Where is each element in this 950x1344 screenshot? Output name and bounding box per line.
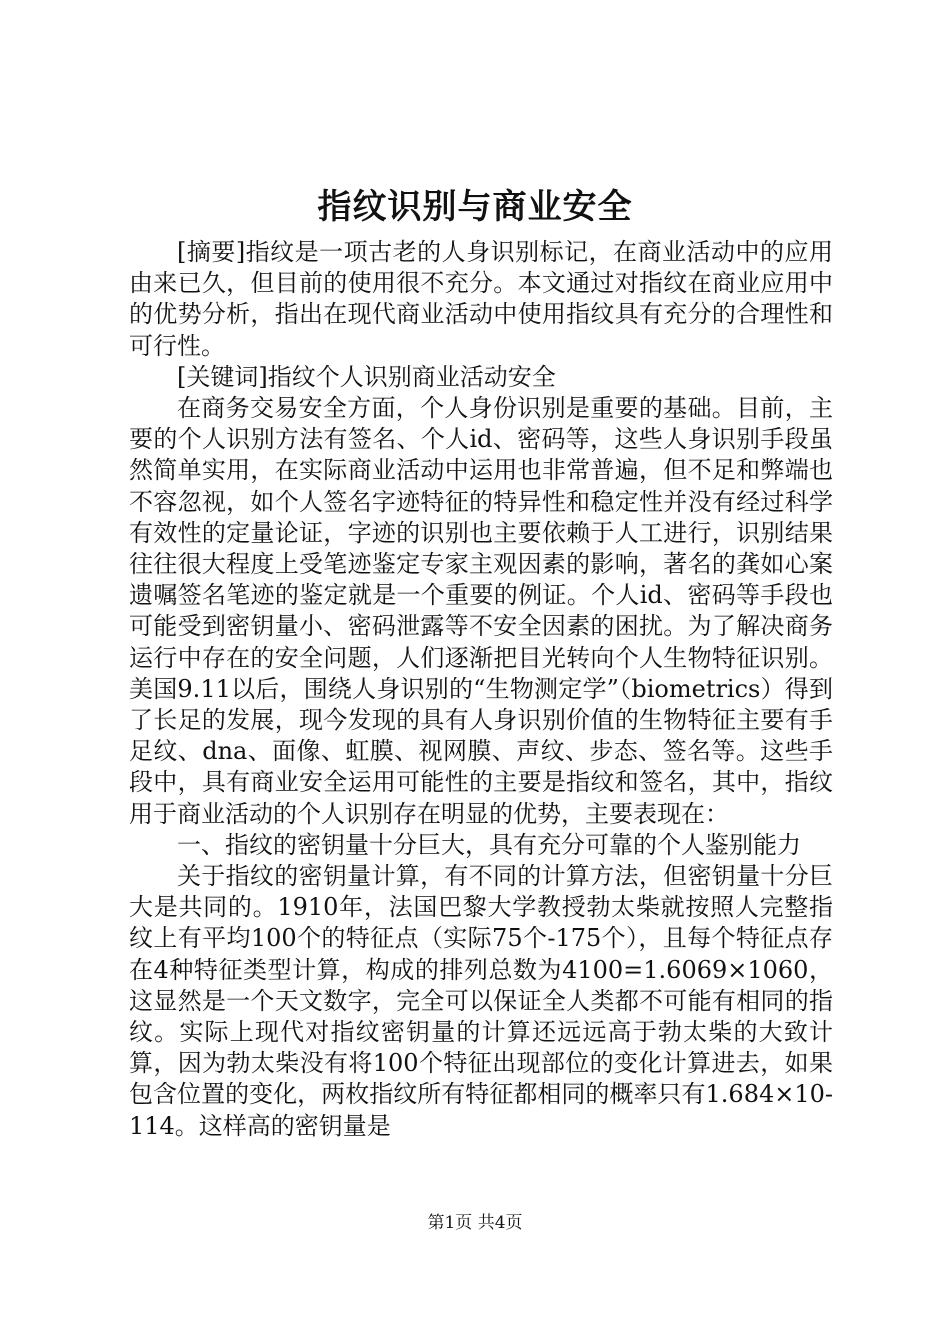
keywords-paragraph: [关键词]指纹个人识别商业活动安全 — [177, 362, 556, 391]
page-footer: 第1页 共4页 — [427, 1213, 523, 1233]
intro-paragraph: 在商务交易安全方面，个人身份识别是重要的基础。目前，主要的个人识别方法有签名、个人id、密码等，这些人身识别手段虽然简单实用，在实际商业活动中运用也非常普遍，但不足和弊端也不容忽视，如个人签名字迹特征的特异性和稳定性并没有经过科学有效性的定量论证，字迹的识别也主要依赖于人工进行，识别结果往往很大程度上受笔迹鉴定专家主观因素的影响，著名的龚如心案遗嘱签名笔迹的鉴定就是一个重要的例证。个人id、密码等手段也可能受到密钥量小、密码泄露等不安全因素的困扰。为了解决商务运行中存在的安全问题，人们逐渐把目光转向个人生物特征识别。美国9.11以后，围绕人身识别的“生物测定学”（biometrics）得到了长足的发展，现今发现的具有人身识别价值的生物特征主要有手足纹、dna、面像、虹膜、视网膜、声纹、步态、签名等。这些手段中，具有商业安全运用可能性的主要是指纹和签名，其中，指纹用于商业活动的个人识别存在明显的优势，主要表现在： — [129, 394, 833, 828]
page-title: 指纹识别与商业安全 — [317, 187, 633, 227]
document-body — [129, 237, 833, 1142]
section-heading: 一、指纹的密钥量十分巨大，具有充分可靠的个人鉴别能力 — [177, 830, 801, 859]
section-paragraph: 关于指纹的密钥量计算，有不同的计算方法，但密钥量十分巨大是共同的。1910年，法国巴黎大学教授勃太柴就按照人完整指纹上有平均100个的特征点（实际75个-175个），且每个特征点存在4种特征类型计算，构成的排列总数为4100=1.6069×1060，这显然是一个天文数字，完全可以保证全人类都不可能有相同的指纹。实际上现代对指纹密钥量的计算还远远高于勃太柴的大致计算，因为勃太柴没有将100个特征出现部位的变化计算进去，如果包含位置的变化，两枚指纹所有特征都相同的概率只有1.684×10-114。这样高的密钥量是 — [129, 862, 833, 1140]
abstract-paragraph: [摘要]指纹是一项古老的人身识别标记，在商业活动中的应用由来已久，但目前的使用很不充分。本文通过对指纹在商业应用中的优势分析，指出在现代商业活动中使用指纹具有充分的合理性和可行性。 — [129, 238, 833, 360]
